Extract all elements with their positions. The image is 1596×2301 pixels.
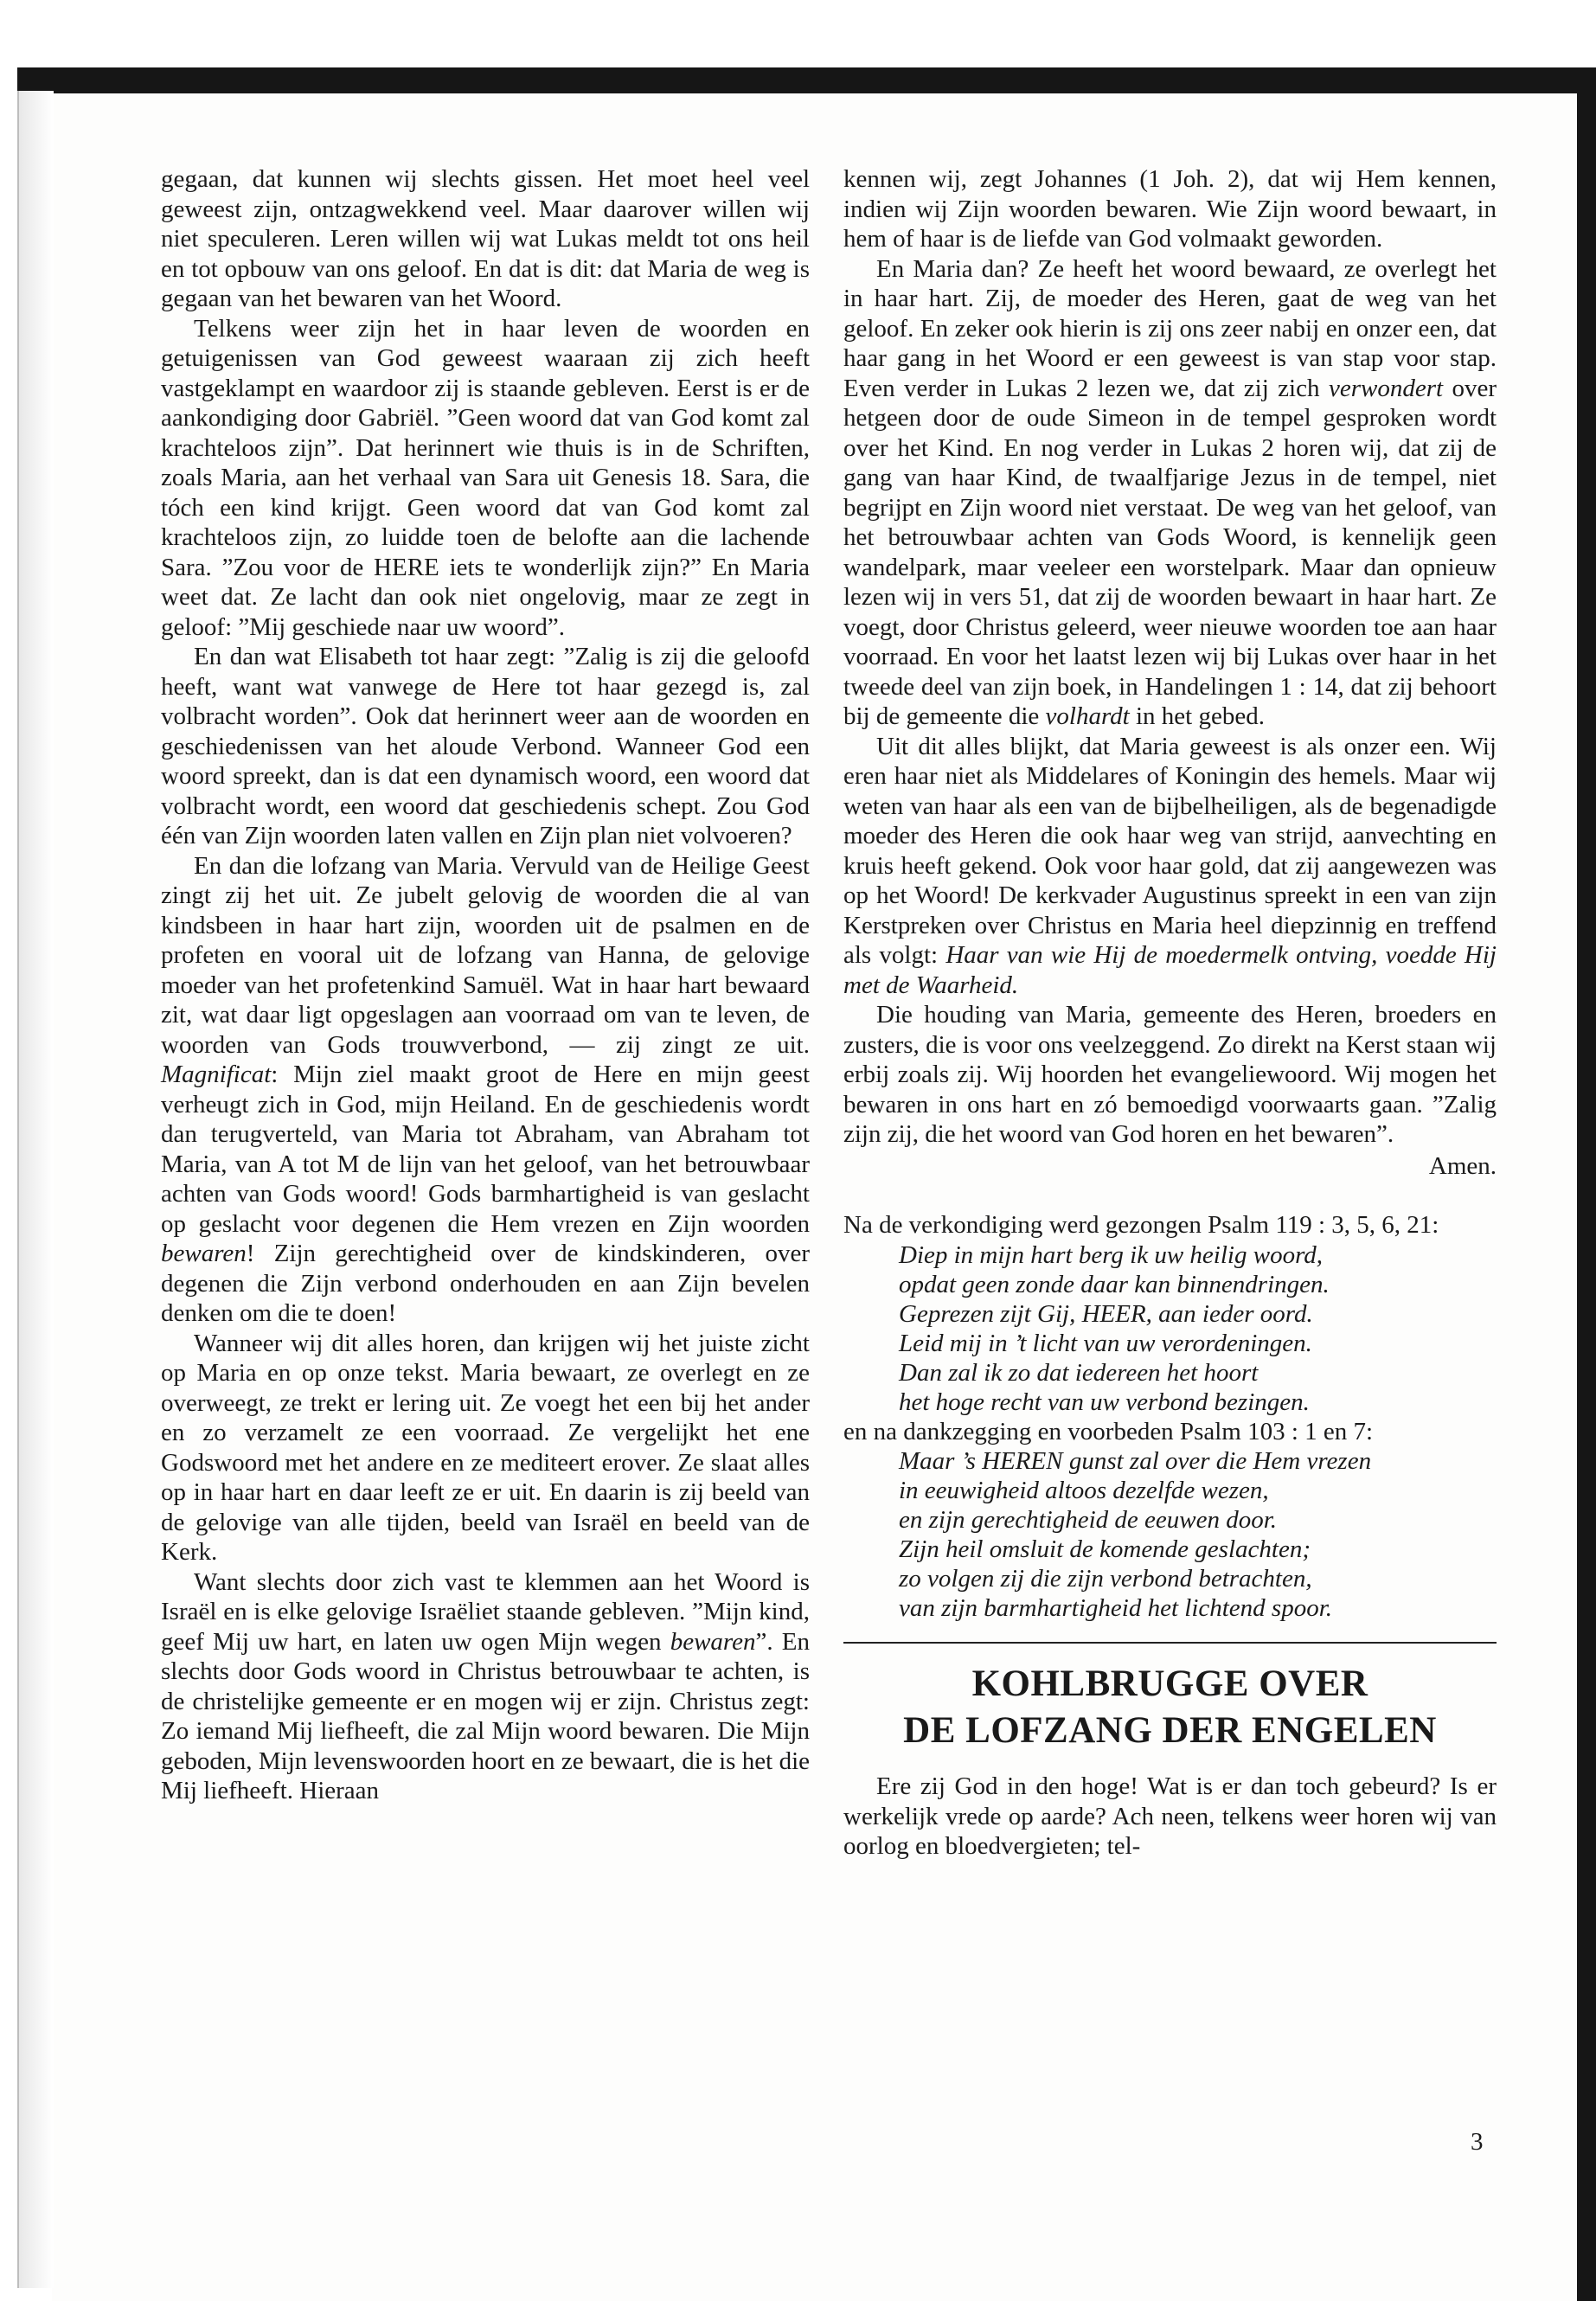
psalm-119-intro: Na de verkondiging werd gezongen Psalm 119 : 3, 5, 6, 21:: [843, 1211, 1439, 1239]
verse-line: Geprezen zijt Gij, HEER, aan ieder oord.: [899, 1299, 1313, 1328]
emphasis-verwondert: verwondert: [1328, 374, 1444, 402]
paragraph: Telkens weer zijn het in haar leven de woorden en getuigenissen van God geweest waaraan zij zich heeft vastgeklampt en waardoor zij is staande gebleven. Eerst is er de aankondiging door Gabriël. ”Geen woord dat van God komt zal krachteloos zijn”. Dat herinnert wie thuis is in de Schriften, zoals Maria, aan het verhaal van Sara uit Genesis 18. Sara, die tóch een kind krijgt. Geen woord dat van God komt zal krachteloos zijn, zo luidde toen de belofte aan die lachende Sara. ”Zou voor de HERE iets te wonderlijk zijn?” En Maria weet dat. Ze lacht dan ook niet ongelovig, maar ze zegt in geloof: ”Mij geschiede naar uw woord”.: [161, 314, 810, 641]
left-column: [161, 164, 810, 1806]
text-run: ! Zijn gerechtigheid over de kindskinderen, over degenen die Zijn verbond onderhouden en aan Zijn bevelen denken om die te doen!: [161, 1240, 810, 1327]
verse-line: opdat geen zonde daar kan binnendringen.: [899, 1270, 1330, 1298]
text-run: over hetgeen door de oude Simeon in de tempel gesproken wordt over het Kind. En nog verder in Lukas 2 horen wij, dat zij de gang van haar Kind, de twaalfjarige Jezus in de tempel, niet begrijpt en Zijn woord niet verstaat. De weg van het geloof, van het betrouwbaar achten van Gods Woord, is kennelijk geen wandelpark, maar veeleer een worstelpark. Maar dan opnieuw lezen wij in vers 51, dat zij de woorden bewaart in haar hart. Ze voegt, door Christus geleerd, weer nieuwe woorden toe aan haar voorraad. En voor het laatst lezen wij bij Lukas over haar in het tweede deel van zijn boek, in Handelingen 1 : 14, dat zij behoort bij de gemeente die: [843, 374, 1497, 730]
psalm-103-intro: en na dankzegging en voorbeden Psalm 103 : 1 en 7:: [843, 1417, 1374, 1445]
emphasis-bewaren: bewaren: [670, 1627, 756, 1656]
verse-line: Diep in mijn hart berg ik uw heilig woord,: [899, 1240, 1324, 1269]
text-run: En dan die lofzang van Maria. Vervuld van de Heilige Geest zingt zij het uit. Ze jubelt gelovig de woorden die al van kindsbeen in haar hart zijn, woorden uit de psalmen en de profeten en vooral uit de lofzang van Hanna, de gelovige moeder van het profetenkind Samuël. Wat in haar hart bewaard zit, wat daar ligt opgeslagen aan voorraad om van te leven, de woorden van Gods trouwverbond, — zij zingt ze uit.: [161, 851, 810, 1059]
text-run: En Maria dan? Ze heeft het woord bewaard, ze overlegt het in haar hart. Zij, de moeder des Heren, gaat de weg van het geloof. En zeker ook hierin is zij ons zeer nabij en onzer een, dat haar gang in het Woord er een geweest is van stap voor stap. Even verder in Lukas 2 lezen we, dat zij zich: [843, 254, 1497, 402]
scan-edge-top: [17, 67, 1596, 93]
paragraph: [843, 732, 1497, 1001]
verse-line: Leid mij in ’t licht van uw verordeningen.: [899, 1329, 1312, 1357]
text-run: Uit dit alles blijkt, dat Maria geweest is als onzer een. Wij eren haar niet als Middelares of Koningin des hemels. Maar wij weten van haar als een van de bijbelheiligen, als de begenadigde moeder des Heren die ook haar weg van strijd, aanvechting en kruis heeft gekend. Ook voor haar gold, dat zij aangewezen was op het Woord! De kerkvader Augustinus spreekt in een van zijn Kerstpreken over Christus en Maria heel diepzinnig en treffend als volgt:: [843, 732, 1497, 969]
emphasis-volhardt: volhardt: [1045, 702, 1130, 730]
verse-line: van zijn barmhartigheid het lichtend spoor.: [899, 1594, 1333, 1622]
article-heading: [843, 1661, 1497, 1754]
paragraph: Die houding van Maria, gemeente des Heren, broeders en zusters, die is voor ons veelzeggend. Zo direkt na Kerst staan wij erbij zoals zij. Wij hoorden het evangeliewoord. Wij mogen het bewaren in ons hart en zó bemoedigd voorwaarts gaan. ”Zalig zijn zij, die het woord van God horen en het bewaren”.: [843, 1001, 1497, 1148]
verse-line: en zijn gerechtigheid de eeuwen door.: [899, 1506, 1278, 1534]
paragraph: gegaan, dat kunnen wij slechts gissen. Het moet heel veel geweest zijn, ontzagwekkend veel. Maar daarover willen wij niet speculeren. Leren willen wij wat Lukas meldt tot ons heil en tot opbouw van ons geloof. En dat is dit: dat Maria de weg is gegaan van het bewaren van het Woord.: [161, 165, 810, 312]
heading-line: KOHLBRUGGE OVER: [971, 1663, 1368, 1704]
paragraph: Wanneer wij dit alles horen, dan krijgen wij het juiste zicht op Maria en op onze tekst. Maria bewaart, ze overlegt en ze overweegt, ze trekt er lering uit. Ze voegt het een bij het ander en zo verzamelt ze een voorraad. Ze vergelijkt het ene Godswoord met het andere en ze mediteert erover. Ze slaat alles op in haar hart en daar leeft ze er uit. En daarin is zij beeld van de gelovige van alle tijden, beeld van Israël en beeld van de Kerk.: [161, 1329, 810, 1566]
paragraph: [843, 254, 1497, 732]
verse-line: het hoge recht van uw verbond bezingen.: [899, 1388, 1310, 1416]
psalm-119-verse: [899, 1240, 1497, 1417]
paragraph: [161, 851, 810, 1329]
verse-line: Zijn heil omsluit de komende geslachten;: [899, 1535, 1311, 1563]
text-run: Want slechts door zich vast te klemmen aan het Woord is Israël en is elke gelovige Israëliet staande gebleven. ”Mijn kind, geef Mij uw hart, en laten uw ogen Mijn wegen: [161, 1567, 810, 1656]
verse-line: zo volgen zij die zijn verbond betrachten,: [899, 1565, 1312, 1593]
text-run: ”. En slechts door Gods woord in Christus betrouwbaar te achten, is de christelijke gemeente er en mogen wij er zijn. Christus zegt: Zo iemand Mij liefheeft, die zal Mijn woord bewaren. Die Mijn geboden, Mijn levenswoorden hoort en ze bewaart, die is het die Mij liefheeft. Hieraan: [161, 1627, 811, 1804]
scan-edge-left: [17, 91, 54, 2288]
verse-line: Dan zal ik zo dat iedereen het hoort: [899, 1358, 1259, 1387]
verse-line: Maar ’s HEREN gunst zal over die Hem vrezen: [899, 1447, 1372, 1475]
verse-line: in eeuwigheid altoos dezelfde wezen,: [899, 1477, 1269, 1504]
emphasis-magnificat: Magnificat: [161, 1061, 272, 1088]
paragraph: Ere zij God in den hoge! Wat is er dan toch gebeurd? Is er werkelijk vrede op aarde? Ach neen, telkens weer horen wij van oorlog en bloedvergieten; tel-: [843, 1772, 1497, 1860]
page-number: 3: [1471, 2128, 1484, 2156]
emphasis-bewaren: bewaren: [161, 1240, 247, 1267]
psalm-103-verse: [899, 1446, 1497, 1623]
augustinus-quote: Haar van wie Hij de moedermelk ontving, voedde Hij met de Waarheid.: [843, 941, 1497, 999]
amen: Amen.: [1428, 1151, 1497, 1180]
heading-line: DE LOFZANG DER ENGELEN: [903, 1710, 1437, 1751]
paragraph: En dan wat Elisabeth tot haar zegt: ”Zalig is zij die geloofd heeft, want wat vanwege de Here tot haar gezegd is, zal volbracht worden”. Ook dat herinnert weer aan de woorden en geschiedenissen van het aloude Verbond. Wanneer God een woord spreekt, dan is dat een dynamisch woord, een woord dat volbracht wordt, een woord dat geschiedenis schept. Zou God één van Zijn woorden laten vallen en Zijn plan niet volvoeren?: [161, 643, 810, 849]
right-column: [843, 164, 1497, 1862]
text-run: in het gebed.: [1135, 702, 1265, 730]
section-divider: [843, 1642, 1497, 1644]
scan-edge-right: [1577, 67, 1596, 2301]
text-run: : Mijn ziel maakt groot de Here en mijn geest verheugt zich in God, mijn Heiland. En de geschiedenis wordt dan terugverteld, van Maria tot Abraham, van Abraham tot Maria, van A tot M de lijn van het geloof, van het betrouwbaar achten van Gods woord! Gods barmhartigheid is van geslacht op geslacht voor degenen die Hem vrezen en Zijn woorden: [161, 1061, 810, 1238]
paragraph: kennen wij, zegt Johannes (1 Joh. 2), dat wij Hem kennen, indien wij Zijn woorden bewaren. Wie Zijn woord bewaart, in hem of haar is de liefde van God volmaakt geworden.: [843, 165, 1497, 253]
paragraph: [161, 1567, 810, 1806]
